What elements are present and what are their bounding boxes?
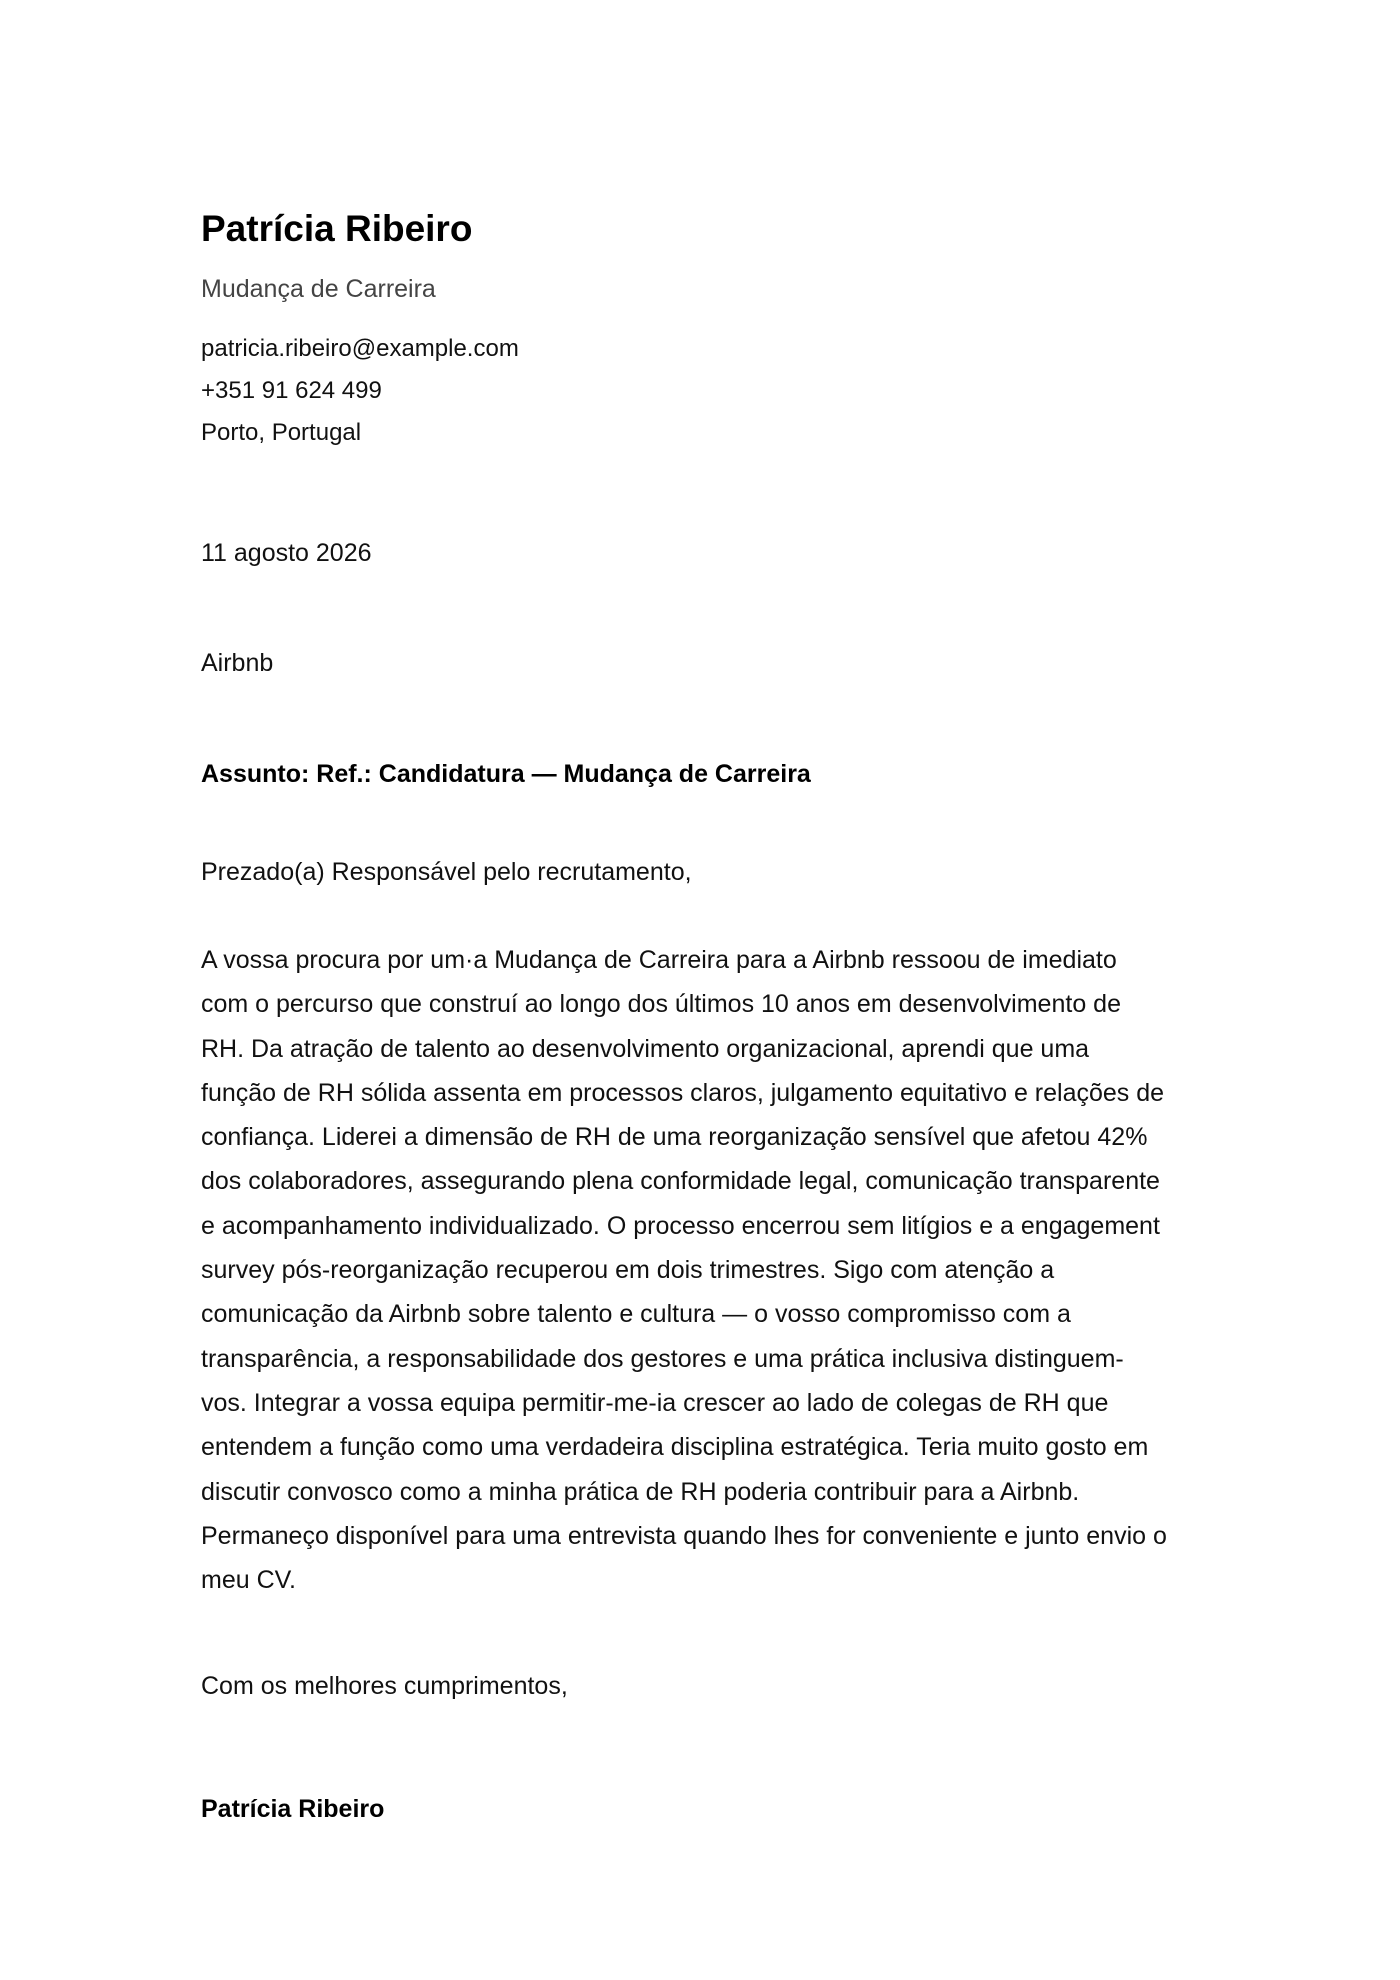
sender-role: Mudança de Carreira xyxy=(201,275,436,303)
sender-email: patricia.ribeiro@example.com xyxy=(201,335,519,362)
sender-location: Porto, Portugal xyxy=(201,419,362,446)
letter-body-line: A vossa procura por um·a Mudança de Carreira para a Airbnb ressoou de imediato xyxy=(201,946,1117,974)
letter-body-line: dos colaboradores, assegurando plena conformidade legal, comunicação transparente xyxy=(201,1167,1160,1196)
letter-body-line: função de RH sólida assenta em processos claros, julgamento equitativo e relações de xyxy=(201,1078,1165,1107)
letter-body-line: vos. Integrar a vossa equipa permitir-me-ia crescer ao lado de colegas de RH que xyxy=(201,1388,1109,1417)
letter-body-line: e acompanhamento individualizado. O processo encerrou sem litígios e a engagement xyxy=(201,1211,1160,1240)
letter-body-line: entendem a função como uma verdadeira disciplina estratégica. Teria muito gosto em xyxy=(201,1433,1149,1462)
sender-contact-block xyxy=(201,328,519,454)
letter-body-line: discutir convosco como a minha prática de RH poderia contribuir para a Airbnb. xyxy=(201,1477,1080,1506)
letter-greeting: Prezado(a) Responsável pelo recrutamento, xyxy=(201,858,692,886)
letter-body-line: Permaneço disponível para uma entrevista quando lhes for conveniente e junto envio o xyxy=(201,1521,1167,1550)
letter-body-line: transparência, a responsabilidade dos gestores e uma prática inclusiva distinguem- xyxy=(201,1344,1124,1373)
letter-date: 11 agosto 2026 xyxy=(201,539,372,567)
letter-body-line: RH. Da atração de talento ao desenvolvimento organizacional, aprendi que uma xyxy=(201,1034,1090,1063)
letter-body-line: com o percurso que construí ao longo dos últimos 10 anos em desenvolvimento de xyxy=(201,990,1121,1019)
letter-subject: Assunto: Ref.: Candidatura — Mudança de Carreira xyxy=(201,760,811,788)
letter-body-line: meu CV. xyxy=(201,1566,296,1595)
letter-closing: Com os melhores cumprimentos, xyxy=(201,1672,568,1700)
sender-phone: +351 91 624 499 xyxy=(201,377,382,404)
recipient-company: Airbnb xyxy=(201,649,274,677)
letter-body xyxy=(201,938,1211,1602)
letter-body-line: confiança. Liderei a dimensão de RH de uma reorganização sensível que afetou 42% xyxy=(201,1123,1148,1152)
sender-name: Patrícia Ribeiro xyxy=(201,208,473,249)
letter-body-line: survey pós-reorganização recuperou em dois trimestres. Sigo com atenção a xyxy=(201,1256,1055,1285)
letter-signature: Patrícia Ribeiro xyxy=(201,1795,385,1823)
letter-body-line: comunicação da Airbnb sobre talento e cultura — o vosso compromisso com a xyxy=(201,1300,1071,1329)
